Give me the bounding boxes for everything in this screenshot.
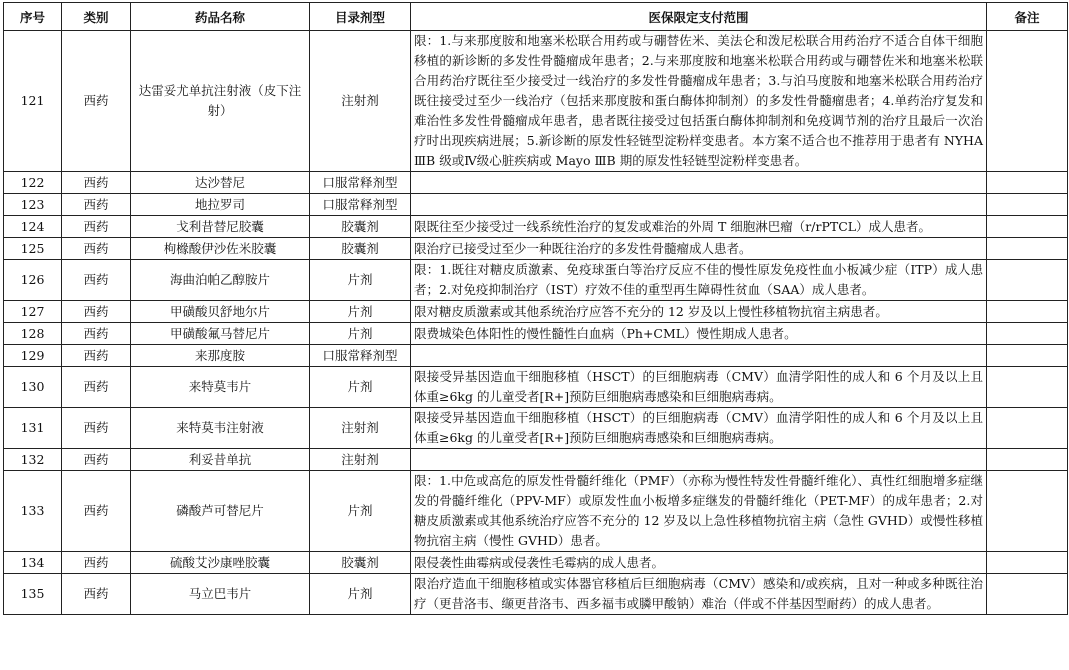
cell-drug-name: 甲磺酸氟马替尼片 <box>131 323 310 345</box>
table-body <box>4 31 1068 615</box>
header-drug-name: 药品名称 <box>131 3 310 31</box>
cell-no: 123 <box>4 194 62 216</box>
table-row <box>4 323 1068 345</box>
cell-note <box>987 301 1068 323</box>
table-row <box>4 408 1068 449</box>
cell-drug-name: 达雷妥尤单抗注射液（皮下注射） <box>131 31 310 172</box>
cell-payment-scope: 限治疗造血干细胞移植或实体器官移植后巨细胞病毒（CMV）感染和/或疾病，且对一种或多种既往治疗（更昔洛韦、缬更昔洛韦、西多福韦或膦甲酸钠）难治（伴或不伴基因型耐药）的成人患者。 <box>411 574 987 615</box>
cell-drug-name: 甲磺酸贝舒地尔片 <box>131 301 310 323</box>
cell-category: 西药 <box>62 172 131 194</box>
cell-dosage-form: 片剂 <box>310 260 411 301</box>
cell-payment-scope <box>411 172 987 194</box>
table-row <box>4 194 1068 216</box>
cell-payment-scope: 限费城染色体阳性的慢性髓性白血病（Ph+CML）慢性期成人患者。 <box>411 323 987 345</box>
table-row <box>4 345 1068 367</box>
cell-payment-scope <box>411 449 987 471</box>
cell-drug-name: 磷酸芦可替尼片 <box>131 471 310 552</box>
cell-payment-scope: 限侵袭性曲霉病或侵袭性毛霉病的成人患者。 <box>411 552 987 574</box>
cell-drug-name: 枸橼酸伊沙佐米胶囊 <box>131 238 310 260</box>
cell-category: 西药 <box>62 194 131 216</box>
table-row <box>4 31 1068 172</box>
cell-category: 西药 <box>62 238 131 260</box>
cell-no: 130 <box>4 367 62 408</box>
cell-note <box>987 172 1068 194</box>
cell-note <box>987 471 1068 552</box>
cell-note <box>987 238 1068 260</box>
cell-no: 134 <box>4 552 62 574</box>
table-row <box>4 552 1068 574</box>
cell-no: 129 <box>4 345 62 367</box>
cell-dosage-form: 片剂 <box>310 301 411 323</box>
cell-no: 121 <box>4 31 62 172</box>
cell-note <box>987 367 1068 408</box>
cell-dosage-form: 口服常释剂型 <box>310 345 411 367</box>
cell-payment-scope: 限：1.既往对糖皮质激素、免疫球蛋白等治疗反应不佳的慢性原发免疫性血小板减少症（ITP）成人患者；2.对免疫抑制治疗（IST）疗效不佳的重型再生障碍性贫血（SAA）成人患者。 <box>411 260 987 301</box>
cell-drug-name: 来特莫韦片 <box>131 367 310 408</box>
cell-dosage-form: 注射剂 <box>310 449 411 471</box>
cell-note <box>987 31 1068 172</box>
cell-payment-scope <box>411 194 987 216</box>
cell-payment-scope: 限接受异基因造血干细胞移植（HSCT）的巨细胞病毒（CMV）血清学阳性的成人和 6 个月及以上且体重≥6kg 的儿童受者[R+]预防巨细胞病毒感染和巨细胞病毒病。 <box>411 408 987 449</box>
cell-note <box>987 345 1068 367</box>
cell-category: 西药 <box>62 216 131 238</box>
cell-note <box>987 194 1068 216</box>
drug-reimbursement-table <box>3 2 1068 615</box>
cell-note <box>987 449 1068 471</box>
table-header <box>4 3 1068 31</box>
cell-no: 131 <box>4 408 62 449</box>
cell-no: 124 <box>4 216 62 238</box>
cell-no: 126 <box>4 260 62 301</box>
table-row <box>4 574 1068 615</box>
cell-no: 132 <box>4 449 62 471</box>
cell-category: 西药 <box>62 552 131 574</box>
cell-drug-name: 来特莫韦注射液 <box>131 408 310 449</box>
cell-payment-scope: 限治疗已接受过至少一种既往治疗的多发性骨髓瘤成人患者。 <box>411 238 987 260</box>
cell-no: 122 <box>4 172 62 194</box>
cell-payment-scope: 限既往至少接受过一线系统性治疗的复发或难治的外周 T 细胞淋巴瘤（r/rPTCL）成人患者。 <box>411 216 987 238</box>
cell-no: 133 <box>4 471 62 552</box>
table-row <box>4 172 1068 194</box>
cell-payment-scope: 限对糖皮质激素或其他系统治疗应答不充分的 12 岁及以上慢性移植物抗宿主病患者。 <box>411 301 987 323</box>
cell-category: 西药 <box>62 471 131 552</box>
cell-dosage-form: 胶囊剂 <box>310 552 411 574</box>
table-row <box>4 449 1068 471</box>
cell-category: 西药 <box>62 367 131 408</box>
cell-drug-name: 硫酸艾沙康唑胶囊 <box>131 552 310 574</box>
cell-dosage-form: 口服常释剂型 <box>310 172 411 194</box>
cell-note <box>987 260 1068 301</box>
cell-dosage-form: 片剂 <box>310 367 411 408</box>
cell-dosage-form: 片剂 <box>310 574 411 615</box>
cell-category: 西药 <box>62 449 131 471</box>
cell-dosage-form: 片剂 <box>310 471 411 552</box>
cell-note <box>987 323 1068 345</box>
table-row <box>4 301 1068 323</box>
cell-drug-name: 利妥昔单抗 <box>131 449 310 471</box>
cell-dosage-form: 口服常释剂型 <box>310 194 411 216</box>
cell-payment-scope: 限：1.中危或高危的原发性骨髓纤维化（PMF）（亦称为慢性特发性骨髓纤维化）、真性红细胞增多症继发的骨髓纤维化（PPV-MF）或原发性血小板增多症继发的骨髓纤维化（PET-MF）的成年患者；2.对糖皮质激素或其他系统治疗应答不充分的 12 岁及以上急性移植物抗宿主病（急性 GVHD）或慢性移植物抗宿主病（慢性 GVHD）患者。 <box>411 471 987 552</box>
cell-category: 西药 <box>62 31 131 172</box>
cell-dosage-form: 胶囊剂 <box>310 238 411 260</box>
cell-drug-name: 地拉罗司 <box>131 194 310 216</box>
cell-note <box>987 408 1068 449</box>
header-no: 序号 <box>4 3 62 31</box>
header-note: 备注 <box>987 3 1068 31</box>
cell-no: 128 <box>4 323 62 345</box>
cell-note <box>987 216 1068 238</box>
table-row <box>4 260 1068 301</box>
cell-dosage-form: 注射剂 <box>310 31 411 172</box>
cell-drug-name: 达沙替尼 <box>131 172 310 194</box>
cell-drug-name: 海曲泊帕乙醇胺片 <box>131 260 310 301</box>
cell-payment-scope <box>411 345 987 367</box>
cell-note <box>987 552 1068 574</box>
cell-payment-scope: 限：1.与来那度胺和地塞米松联合用药或与硼替佐米、美法仑和泼尼松联合用药治疗不适合自体干细胞移植的新诊断的多发性骨髓瘤成年患者；2.与来那度胺和地塞米松联合用药或与硼替佐米和地塞米松联合用药治疗既往至少接受过一线治疗的多发性骨髓瘤成年患者；3.与泊马度胺和地塞米松联合用药治疗既往接受过至少一线治疗（包括来那度胺和蛋白酶体抑制剂）的多发性骨髓瘤患者；4.单药治疗复发和难治性多发性骨髓瘤成年患者，患者既往接受过包括蛋白酶体抑制剂和免疫调节剂的治疗且最后一次治疗时出现疾病进展；5.新诊断的原发性轻链型淀粉样变患者。本方案不适合也不推荐用于患者有 NYHA ⅢB 级或Ⅳ级心脏疾病或 Mayo ⅢB 期的原发性轻链型淀粉样变患者。 <box>411 31 987 172</box>
cell-dosage-form: 胶囊剂 <box>310 216 411 238</box>
table-row <box>4 216 1068 238</box>
header-category: 类别 <box>62 3 131 31</box>
header-dosage-form: 目录剂型 <box>310 3 411 31</box>
table-row <box>4 238 1068 260</box>
cell-note <box>987 574 1068 615</box>
cell-drug-name: 戈利昔替尼胶囊 <box>131 216 310 238</box>
header-row <box>4 3 1068 31</box>
cell-no: 127 <box>4 301 62 323</box>
cell-dosage-form: 片剂 <box>310 323 411 345</box>
cell-category: 西药 <box>62 260 131 301</box>
cell-payment-scope: 限接受异基因造血干细胞移植（HSCT）的巨细胞病毒（CMV）血清学阳性的成人和 6 个月及以上且体重≥6kg 的儿童受者[R+]预防巨细胞病毒感染和巨细胞病毒病。 <box>411 367 987 408</box>
cell-category: 西药 <box>62 408 131 449</box>
header-payment-scope: 医保限定支付范围 <box>411 3 987 31</box>
cell-no: 125 <box>4 238 62 260</box>
cell-category: 西药 <box>62 574 131 615</box>
cell-drug-name: 马立巴韦片 <box>131 574 310 615</box>
cell-no: 135 <box>4 574 62 615</box>
cell-category: 西药 <box>62 323 131 345</box>
cell-category: 西药 <box>62 301 131 323</box>
table-row <box>4 471 1068 552</box>
cell-dosage-form: 注射剂 <box>310 408 411 449</box>
table-row <box>4 367 1068 408</box>
cell-category: 西药 <box>62 345 131 367</box>
cell-drug-name: 来那度胺 <box>131 345 310 367</box>
